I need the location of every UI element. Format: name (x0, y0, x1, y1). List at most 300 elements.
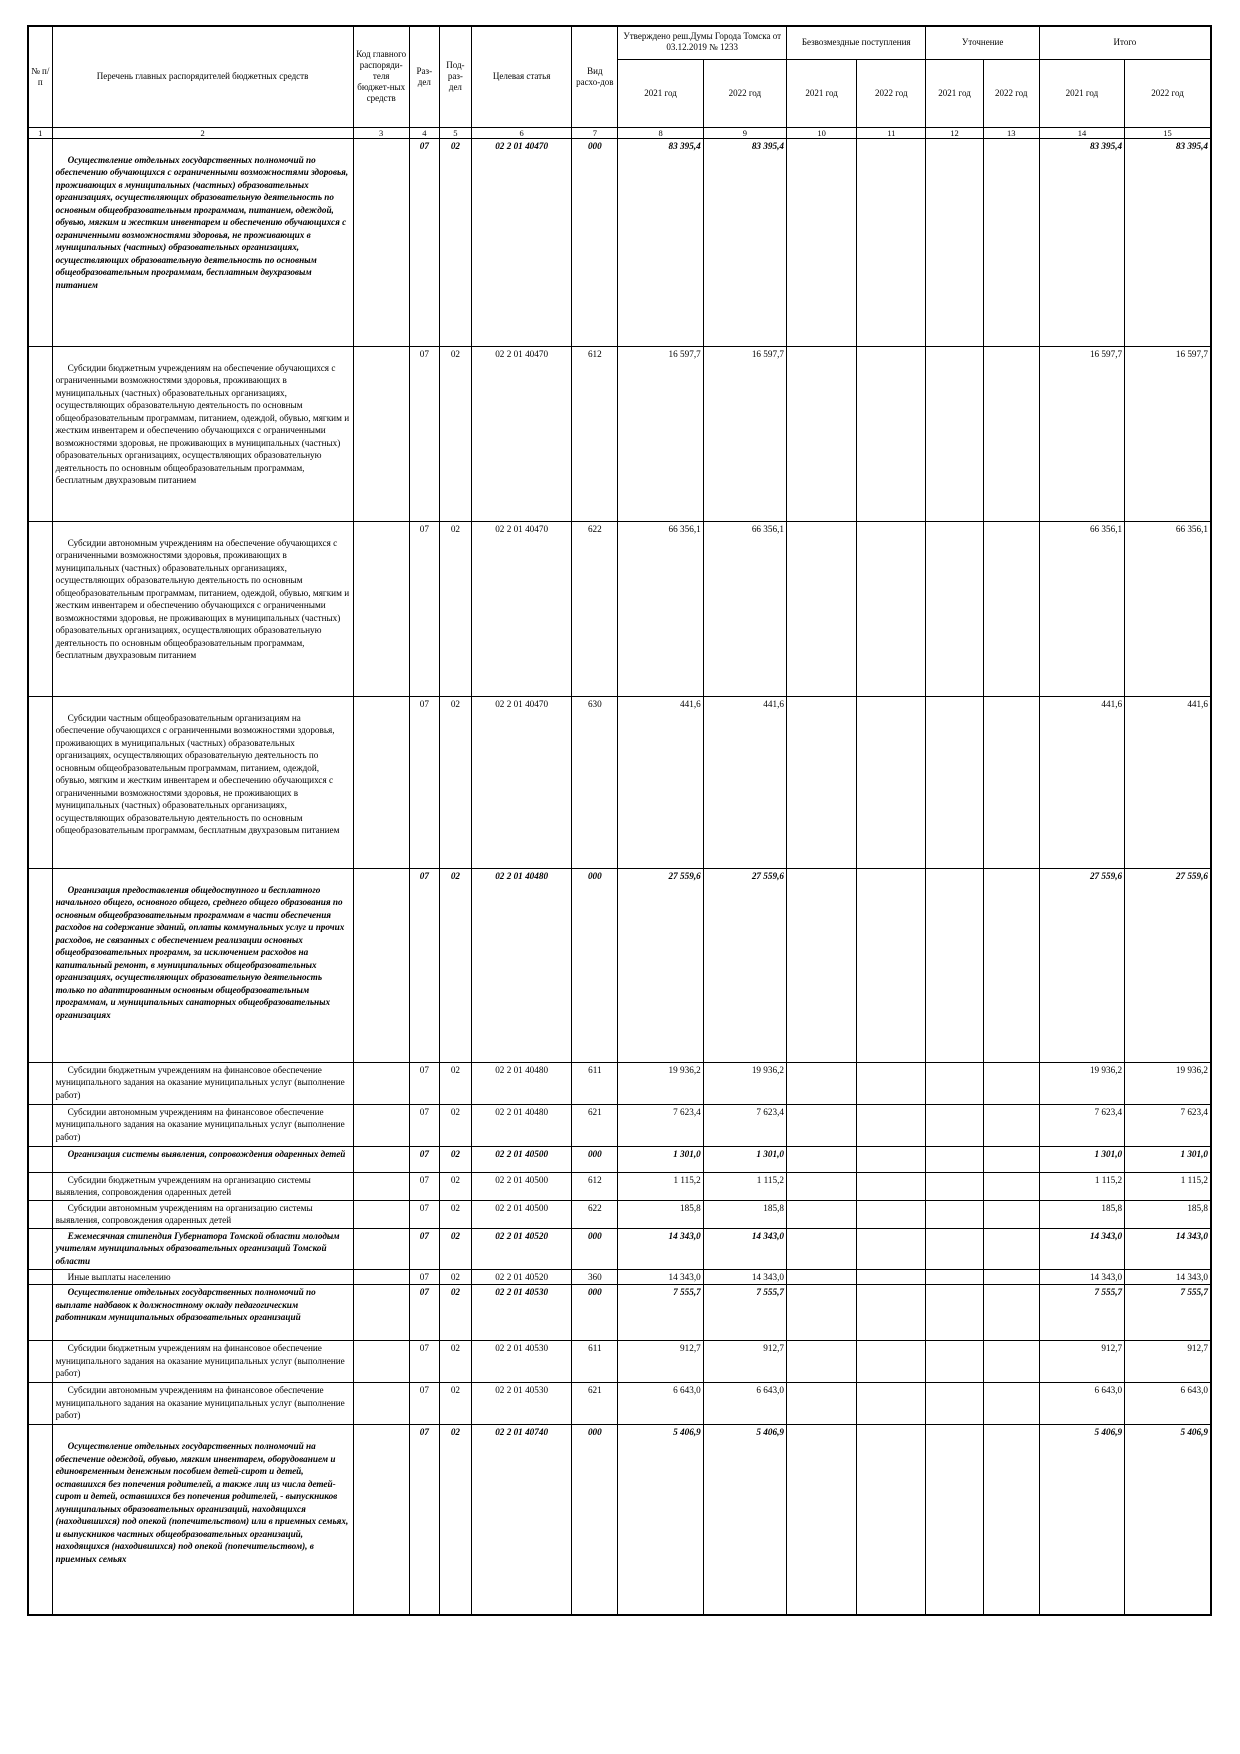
row-code-cell (353, 1104, 409, 1146)
row-total-2021-cell: 14 343,0 (1039, 1269, 1124, 1285)
row-clarify-2021-cell (926, 1285, 983, 1341)
row-name-text: Ежемесячная стипендия Губернатора Томской области молодым учителям муниципальных образовательных организаций Томской области (55, 1230, 340, 1266)
row-razdel-cell: 07 (409, 1285, 439, 1341)
row-approved-2021-cell: 1 115,2 (618, 1172, 703, 1200)
row-name-text: Осуществление отдельных государственных полномочий по выплате надбавок к должностному окладу педагогическим работникам муниципальных образовательных организаций (55, 1287, 316, 1322)
row-approved-2022-cell: 27 559,6 (703, 868, 786, 1062)
row-razdel-cell: 07 (409, 1383, 439, 1425)
row-target-cell: 02 2 01 40530 (471, 1285, 571, 1341)
row-free-2022-cell (857, 138, 926, 346)
row-name-cell (52, 1425, 353, 1615)
row-number-cell (28, 696, 52, 868)
column-number: 7 (572, 127, 618, 138)
row-approved-2021-cell: 1 301,0 (618, 1146, 703, 1172)
row-approved-2022-cell: 441,6 (703, 696, 786, 868)
row-approved-2021-cell: 83 395,4 (618, 138, 703, 346)
row-free-2022-cell (857, 1228, 926, 1269)
row-total-2022-cell: 66 356,1 (1125, 521, 1211, 696)
row-clarify-2022-cell (983, 1062, 1039, 1104)
row-vid-cell: 622 (572, 521, 618, 696)
row-total-2022-cell: 6 643,0 (1125, 1383, 1211, 1425)
header-col-name: Перечень главных распорядителей бюджетных средств (52, 26, 353, 127)
row-total-2022-cell: 27 559,6 (1125, 868, 1211, 1062)
row-code-cell (353, 1285, 409, 1341)
column-number: 11 (857, 127, 926, 138)
row-vid-cell: 000 (572, 1285, 618, 1341)
row-free-2021-cell (786, 868, 856, 1062)
row-approved-2022-cell: 7 555,7 (703, 1285, 786, 1341)
header-year: 2022 год (1125, 59, 1211, 127)
row-vid-cell: 611 (572, 1341, 618, 1383)
row-total-2021-cell: 83 395,4 (1039, 138, 1124, 346)
row-vid-cell: 612 (572, 346, 618, 521)
row-free-2022-cell (857, 1383, 926, 1425)
row-total-2022-cell: 19 936,2 (1125, 1062, 1211, 1104)
row-name-text: Субсидии частным общеобразовательным организациям на обеспечение обучающихся с ограниченными возможностями здоровья, проживающих в муниципальных (частных) образовательных организациях, осуществляющих образовательную деятельность по основным общеобразовательным программам, питанием, одеждой, обувью, мягким и жестким инвентарем и обеспечению обучающихся с ограниченными возможностями здоровья, не проживающих в муниципальных (частных) образовательных организациях, осуществляющих образовательную деятельность по основным общеобразовательным программам, бесплатным двухразовым питанием (55, 712, 340, 835)
row-name-cell (52, 1104, 353, 1146)
row-number-cell (28, 1146, 52, 1172)
row-vid-cell: 000 (572, 1228, 618, 1269)
row-clarify-2022-cell (983, 1285, 1039, 1341)
header-group-approved: Утверждено реш.Думы Города Томска от 03.12.2019 № 1233 (618, 26, 787, 59)
row-razdel-cell: 07 (409, 1104, 439, 1146)
row-total-2021-cell: 912,7 (1039, 1341, 1124, 1383)
header-col-razdel: Раз-дел (409, 26, 439, 127)
row-approved-2021-cell: 14 343,0 (618, 1269, 703, 1285)
row-free-2022-cell (857, 346, 926, 521)
table-row (28, 1104, 1211, 1146)
header-group-total: Итого (1039, 26, 1211, 59)
row-vid-cell: 630 (572, 696, 618, 868)
table-body (28, 138, 1211, 1615)
table-row (28, 1269, 1211, 1285)
row-free-2022-cell (857, 1104, 926, 1146)
row-target-cell: 02 2 01 40500 (471, 1172, 571, 1200)
row-podrazdel-cell: 02 (439, 138, 471, 346)
row-total-2022-cell: 7 623,4 (1125, 1104, 1211, 1146)
row-total-2021-cell: 27 559,6 (1039, 868, 1124, 1062)
row-clarify-2022-cell (983, 1200, 1039, 1228)
row-total-2021-cell: 441,6 (1039, 696, 1124, 868)
table-row (28, 521, 1211, 696)
row-total-2022-cell: 14 343,0 (1125, 1228, 1211, 1269)
row-clarify-2021-cell (926, 521, 983, 696)
row-name-cell (52, 1269, 353, 1285)
row-approved-2022-cell: 912,7 (703, 1341, 786, 1383)
row-approved-2021-cell: 27 559,6 (618, 868, 703, 1062)
row-number-cell (28, 1425, 52, 1615)
row-free-2022-cell (857, 1200, 926, 1228)
row-clarify-2021-cell (926, 1425, 983, 1615)
row-podrazdel-cell: 02 (439, 1269, 471, 1285)
row-vid-cell: 000 (572, 868, 618, 1062)
row-total-2021-cell: 1 301,0 (1039, 1146, 1124, 1172)
row-total-2022-cell: 912,7 (1125, 1341, 1211, 1383)
row-target-cell: 02 2 01 40470 (471, 138, 571, 346)
row-approved-2021-cell: 66 356,1 (618, 521, 703, 696)
row-target-cell: 02 2 01 40500 (471, 1200, 571, 1228)
row-target-cell: 02 2 01 40520 (471, 1228, 571, 1269)
row-free-2022-cell (857, 1172, 926, 1200)
row-podrazdel-cell: 02 (439, 1172, 471, 1200)
header-year: 2021 год (1039, 59, 1124, 127)
row-target-cell: 02 2 01 40480 (471, 868, 571, 1062)
row-name-cell (52, 1146, 353, 1172)
column-number: 15 (1125, 127, 1211, 138)
row-clarify-2021-cell (926, 1269, 983, 1285)
row-target-cell: 02 2 01 40470 (471, 346, 571, 521)
row-target-cell: 02 2 01 40520 (471, 1269, 571, 1285)
row-approved-2022-cell: 185,8 (703, 1200, 786, 1228)
row-name-cell (52, 696, 353, 868)
row-razdel-cell: 07 (409, 1341, 439, 1383)
row-name-text: Субсидии автономным учреждениям на финансовое обеспечение муниципального задания на оказание муниципальных услуг (выполнение работ) (55, 1106, 345, 1142)
row-total-2022-cell: 185,8 (1125, 1200, 1211, 1228)
header-year: 2021 год (926, 59, 983, 127)
row-name-cell (52, 1341, 353, 1383)
row-vid-cell: 000 (572, 138, 618, 346)
row-clarify-2022-cell (983, 1425, 1039, 1615)
row-code-cell (353, 1269, 409, 1285)
row-free-2022-cell (857, 521, 926, 696)
row-total-2021-cell: 6 643,0 (1039, 1383, 1124, 1425)
column-number: 10 (786, 127, 856, 138)
row-name-cell (52, 138, 353, 346)
row-free-2021-cell (786, 696, 856, 868)
row-total-2021-cell: 1 115,2 (1039, 1172, 1124, 1200)
row-approved-2022-cell: 5 406,9 (703, 1425, 786, 1615)
table-row (28, 138, 1211, 346)
row-clarify-2022-cell (983, 346, 1039, 521)
row-name-text: Иные выплаты населению (67, 1271, 171, 1282)
row-total-2022-cell: 1 115,2 (1125, 1172, 1211, 1200)
table-row (28, 1425, 1211, 1615)
column-number: 9 (703, 127, 786, 138)
row-free-2021-cell (786, 521, 856, 696)
row-clarify-2021-cell (926, 1062, 983, 1104)
column-number: 4 (409, 127, 439, 138)
row-approved-2021-cell: 6 643,0 (618, 1383, 703, 1425)
table-row (28, 1146, 1211, 1172)
row-razdel-cell: 07 (409, 1269, 439, 1285)
row-free-2021-cell (786, 1425, 856, 1615)
row-approved-2021-cell: 16 597,7 (618, 346, 703, 521)
table-row (28, 1341, 1211, 1383)
row-approved-2022-cell: 66 356,1 (703, 521, 786, 696)
row-name-cell (52, 868, 353, 1062)
row-name-text: Субсидии автономным учреждениям на организацию системы выявления, сопровождения одаренных детей (55, 1202, 313, 1225)
header-year: 2022 год (857, 59, 926, 127)
row-razdel-cell: 07 (409, 521, 439, 696)
table-row (28, 1383, 1211, 1425)
row-number-cell (28, 1200, 52, 1228)
table-row (28, 1228, 1211, 1269)
row-podrazdel-cell: 02 (439, 1425, 471, 1615)
row-free-2021-cell (786, 1341, 856, 1383)
header-year: 2022 год (703, 59, 786, 127)
row-total-2021-cell: 14 343,0 (1039, 1228, 1124, 1269)
row-free-2022-cell (857, 1341, 926, 1383)
row-clarify-2022-cell (983, 1383, 1039, 1425)
row-name-text: Осуществление отдельных государственных полномочий по обеспечению обучающихся с ограниченными возможностями здоровья, проживающих в муниципальных (частных) образовательных организациях, осуществляющих образовательную деятельность по основным общеобразовательным программам, питанием, одеждой, обувью, мягким и жестким инвентарем и обеспечению обучающихся с ограниченными возможностями здоровья, не проживающих в муниципальных (частных) образовательных организациях, осуществляющих образовательную деятельность по основным общеобразовательным программам, бесплатным двухразовым питанием (55, 154, 349, 290)
row-clarify-2022-cell (983, 1172, 1039, 1200)
row-clarify-2021-cell (926, 1341, 983, 1383)
row-clarify-2022-cell (983, 1228, 1039, 1269)
row-vid-cell: 360 (572, 1269, 618, 1285)
row-podrazdel-cell: 02 (439, 1104, 471, 1146)
row-number-cell (28, 1104, 52, 1146)
row-total-2021-cell: 19 936,2 (1039, 1062, 1124, 1104)
row-total-2022-cell: 7 555,7 (1125, 1285, 1211, 1341)
budget-table (27, 25, 1212, 1616)
row-code-cell (353, 868, 409, 1062)
column-number: 8 (618, 127, 703, 138)
row-approved-2022-cell: 1 301,0 (703, 1146, 786, 1172)
row-target-cell: 02 2 01 40480 (471, 1062, 571, 1104)
column-number: 14 (1039, 127, 1124, 138)
row-free-2022-cell (857, 1062, 926, 1104)
row-target-cell: 02 2 01 40470 (471, 696, 571, 868)
row-total-2021-cell: 7 623,4 (1039, 1104, 1124, 1146)
row-free-2021-cell (786, 346, 856, 521)
row-name-cell (52, 521, 353, 696)
row-clarify-2021-cell (926, 1172, 983, 1200)
row-approved-2022-cell: 7 623,4 (703, 1104, 786, 1146)
row-total-2021-cell: 7 555,7 (1039, 1285, 1124, 1341)
header-year: 2021 год (618, 59, 703, 127)
row-code-cell (353, 1172, 409, 1200)
row-free-2021-cell (786, 138, 856, 346)
row-approved-2022-cell: 16 597,7 (703, 346, 786, 521)
row-approved-2022-cell: 19 936,2 (703, 1062, 786, 1104)
row-clarify-2022-cell (983, 696, 1039, 868)
row-clarify-2021-cell (926, 1228, 983, 1269)
row-name-cell (52, 1383, 353, 1425)
row-vid-cell: 000 (572, 1146, 618, 1172)
row-podrazdel-cell: 02 (439, 1228, 471, 1269)
row-total-2022-cell: 1 301,0 (1125, 1146, 1211, 1172)
row-free-2021-cell (786, 1285, 856, 1341)
row-name-text: Субсидии бюджетным учреждениям на обеспечение обучающихся с ограниченными возможностями здоровья, проживающих в муниципальных (частных) образовательных организациях, осуществляющих образовательную деятельность по основным общеобразовательным программам, питанием, одеждой, обувью, мягким и жестким инвентарем и обеспечению обучающихся с ограниченными возможностями здоровья, не проживающих в муниципальных (частных) образовательных организациях, осуществляющих образовательную деятельность по основным общеобразовательным программам, бесплатным двухразовым питанием (55, 362, 350, 485)
row-name-text: Осуществление отдельных государственных полномочий на обеспечение одеждой, обувью, мягким инвентарем, оборудованием и единовременным денежным пособием детей-сирот и детей, оставшихся без попечения родителей, а также лиц из числа детей-сирот и детей, оставшихся без попечения родителей, - выпускников муниципальных образовательных организаций, находящихся (находившихся) под опекой (попечительством) или в приемных семьях, и выпускников частных общеобразовательных организаций, находящихся (находившихся) под опекой (попечительством), в приемных семьях (55, 1441, 349, 1564)
row-target-cell: 02 2 01 40480 (471, 1104, 571, 1146)
row-free-2022-cell (857, 1269, 926, 1285)
row-razdel-cell: 07 (409, 1172, 439, 1200)
row-vid-cell: 612 (572, 1172, 618, 1200)
row-clarify-2022-cell (983, 1341, 1039, 1383)
row-free-2021-cell (786, 1200, 856, 1228)
column-number: 5 (439, 127, 471, 138)
row-razdel-cell: 07 (409, 346, 439, 521)
row-clarify-2021-cell (926, 346, 983, 521)
row-razdel-cell: 07 (409, 1425, 439, 1615)
row-name-cell (52, 1228, 353, 1269)
row-name-cell (52, 1172, 353, 1200)
row-code-cell (353, 1228, 409, 1269)
row-name-text: Субсидии бюджетным учреждениям на финансовое обеспечение муниципального задания на оказание муниципальных услуг (выполнение работ) (55, 1064, 345, 1100)
row-total-2022-cell: 5 406,9 (1125, 1425, 1211, 1615)
row-podrazdel-cell: 02 (439, 1146, 471, 1172)
row-approved-2021-cell: 19 936,2 (618, 1062, 703, 1104)
row-free-2021-cell (786, 1383, 856, 1425)
row-name-text: Организация предоставления общедоступного и бесплатного начального общего, основного общего, среднего общего образования по основным общеобразовательным программам в части обеспечения расходов на содержание зданий, оплаты коммунальных услуг и прочих расходов, не связанных с обеспечением реализации основных общеобразовательных программ, за исключением расходов на капитальный ремонт, в муниципальных общеобразовательных организациях, осуществляющих образовательную деятельность только по адаптированным основным общеобразовательным программам, и муниципальных санаторных общеобразовательных организациях (55, 884, 345, 1020)
row-code-cell (353, 346, 409, 521)
row-number-cell (28, 1228, 52, 1269)
row-clarify-2021-cell (926, 1104, 983, 1146)
row-total-2021-cell: 66 356,1 (1039, 521, 1124, 696)
row-clarify-2021-cell (926, 1200, 983, 1228)
row-code-cell (353, 1146, 409, 1172)
row-total-2021-cell: 5 406,9 (1039, 1425, 1124, 1615)
row-podrazdel-cell: 02 (439, 868, 471, 1062)
row-approved-2021-cell: 912,7 (618, 1341, 703, 1383)
column-number: 1 (28, 127, 52, 138)
table-header (28, 26, 1211, 138)
row-code-cell (353, 138, 409, 346)
row-number-cell (28, 1172, 52, 1200)
row-code-cell (353, 1425, 409, 1615)
budget-table-sheet (27, 25, 1212, 1616)
header-col-vid: Вид расхо-дов (572, 26, 618, 127)
table-row (28, 696, 1211, 868)
row-name-text: Субсидии автономным учреждениям на финансовое обеспечение муниципального задания на оказание муниципальных услуг (выполнение работ) (55, 1385, 345, 1420)
header-col-target: Целевая статья (471, 26, 571, 127)
column-number: 13 (983, 127, 1039, 138)
row-vid-cell: 611 (572, 1062, 618, 1104)
row-name-text: Организация системы выявления, сопровождения одаренных детей (67, 1148, 346, 1159)
row-podrazdel-cell: 02 (439, 521, 471, 696)
row-total-2021-cell: 16 597,7 (1039, 346, 1124, 521)
row-approved-2022-cell: 83 395,4 (703, 138, 786, 346)
row-total-2022-cell: 83 395,4 (1125, 138, 1211, 346)
header-col-code: Код главного распоряди-теля бюджет-ных средств (353, 26, 409, 127)
row-name-text: Субсидии автономным учреждениям на обеспечение обучающихся с ограниченными возможностями здоровья, проживающих в муниципальных (частных) образовательных организациях, осуществляющих образовательную деятельность по основным общеобразовательным программам, питанием, одеждой, обувью, мягким и жестким инвентарем и обеспечению обучающихся с ограниченными возможностями здоровья, не проживающих в муниципальных (частных) образовательных организациях, осуществляющих образовательную деятельность по основным общеобразовательным программам, бесплатным двухразовым питанием (55, 537, 350, 660)
row-free-2022-cell (857, 696, 926, 868)
row-clarify-2021-cell (926, 696, 983, 868)
row-razdel-cell: 07 (409, 1062, 439, 1104)
row-free-2022-cell (857, 1146, 926, 1172)
header-group-free: Безвозмездные поступления (786, 26, 925, 59)
row-clarify-2021-cell (926, 868, 983, 1062)
row-name-cell (52, 1062, 353, 1104)
table-row (28, 1062, 1211, 1104)
row-vid-cell: 000 (572, 1425, 618, 1615)
row-clarify-2022-cell (983, 1104, 1039, 1146)
row-vid-cell: 621 (572, 1383, 618, 1425)
row-name-cell (52, 1285, 353, 1341)
row-razdel-cell: 07 (409, 868, 439, 1062)
row-number-cell (28, 1285, 52, 1341)
row-approved-2021-cell: 7 555,7 (618, 1285, 703, 1341)
row-target-cell: 02 2 01 40500 (471, 1146, 571, 1172)
row-approved-2021-cell: 441,6 (618, 696, 703, 868)
row-total-2022-cell: 14 343,0 (1125, 1269, 1211, 1285)
column-number: 12 (926, 127, 983, 138)
row-approved-2022-cell: 14 343,0 (703, 1269, 786, 1285)
row-name-cell (52, 1200, 353, 1228)
row-total-2022-cell: 16 597,7 (1125, 346, 1211, 521)
row-number-cell (28, 1269, 52, 1285)
row-razdel-cell: 07 (409, 138, 439, 346)
row-razdel-cell: 07 (409, 1228, 439, 1269)
row-clarify-2021-cell (926, 138, 983, 346)
row-approved-2022-cell: 14 343,0 (703, 1228, 786, 1269)
row-target-cell: 02 2 01 40740 (471, 1425, 571, 1615)
column-number: 6 (471, 127, 571, 138)
row-free-2022-cell (857, 1425, 926, 1615)
row-free-2021-cell (786, 1104, 856, 1146)
row-free-2021-cell (786, 1228, 856, 1269)
row-number-cell (28, 1062, 52, 1104)
row-podrazdel-cell: 02 (439, 696, 471, 868)
row-approved-2021-cell: 7 623,4 (618, 1104, 703, 1146)
row-podrazdel-cell: 02 (439, 346, 471, 521)
row-clarify-2022-cell (983, 138, 1039, 346)
row-name-text: Субсидии бюджетным учреждениям на финансовое обеспечение муниципального задания на оказание муниципальных услуг (выполнение работ) (55, 1343, 345, 1378)
row-clarify-2022-cell (983, 521, 1039, 696)
row-target-cell: 02 2 01 40470 (471, 521, 571, 696)
row-total-2021-cell: 185,8 (1039, 1200, 1124, 1228)
table-row (28, 1172, 1211, 1200)
row-target-cell: 02 2 01 40530 (471, 1383, 571, 1425)
header-col-podrazdel: Под-раз-дел (439, 26, 471, 127)
row-podrazdel-cell: 02 (439, 1341, 471, 1383)
row-approved-2021-cell: 5 406,9 (618, 1425, 703, 1615)
row-code-cell (353, 521, 409, 696)
row-name-cell (52, 346, 353, 521)
row-clarify-2021-cell (926, 1383, 983, 1425)
row-clarify-2022-cell (983, 1269, 1039, 1285)
row-vid-cell: 622 (572, 1200, 618, 1228)
row-total-2022-cell: 441,6 (1125, 696, 1211, 868)
row-razdel-cell: 07 (409, 696, 439, 868)
row-name-text: Субсидии бюджетным учреждениям на организацию системы выявления, сопровождения одаренных детей (55, 1174, 311, 1197)
header-col-num: № п/п (28, 26, 52, 127)
header-year: 2022 год (983, 59, 1039, 127)
row-razdel-cell: 07 (409, 1146, 439, 1172)
row-number-cell (28, 1341, 52, 1383)
table-row (28, 346, 1211, 521)
row-approved-2022-cell: 1 115,2 (703, 1172, 786, 1200)
row-clarify-2022-cell (983, 1146, 1039, 1172)
row-code-cell (353, 1341, 409, 1383)
row-free-2021-cell (786, 1172, 856, 1200)
row-vid-cell: 621 (572, 1104, 618, 1146)
row-free-2022-cell (857, 1285, 926, 1341)
row-code-cell (353, 1200, 409, 1228)
row-free-2022-cell (857, 868, 926, 1062)
table-row (28, 868, 1211, 1062)
row-free-2021-cell (786, 1062, 856, 1104)
row-number-cell (28, 346, 52, 521)
column-number-row (28, 127, 1211, 138)
row-podrazdel-cell: 02 (439, 1383, 471, 1425)
row-approved-2022-cell: 6 643,0 (703, 1383, 786, 1425)
row-code-cell (353, 1062, 409, 1104)
row-clarify-2022-cell (983, 868, 1039, 1062)
table-row (28, 1200, 1211, 1228)
column-number: 2 (52, 127, 353, 138)
row-number-cell (28, 1383, 52, 1425)
row-target-cell: 02 2 01 40530 (471, 1341, 571, 1383)
row-approved-2021-cell: 185,8 (618, 1200, 703, 1228)
row-approved-2021-cell: 14 343,0 (618, 1228, 703, 1269)
row-podrazdel-cell: 02 (439, 1285, 471, 1341)
table-row (28, 1285, 1211, 1341)
row-podrazdel-cell: 02 (439, 1200, 471, 1228)
row-razdel-cell: 07 (409, 1200, 439, 1228)
row-free-2021-cell (786, 1269, 856, 1285)
